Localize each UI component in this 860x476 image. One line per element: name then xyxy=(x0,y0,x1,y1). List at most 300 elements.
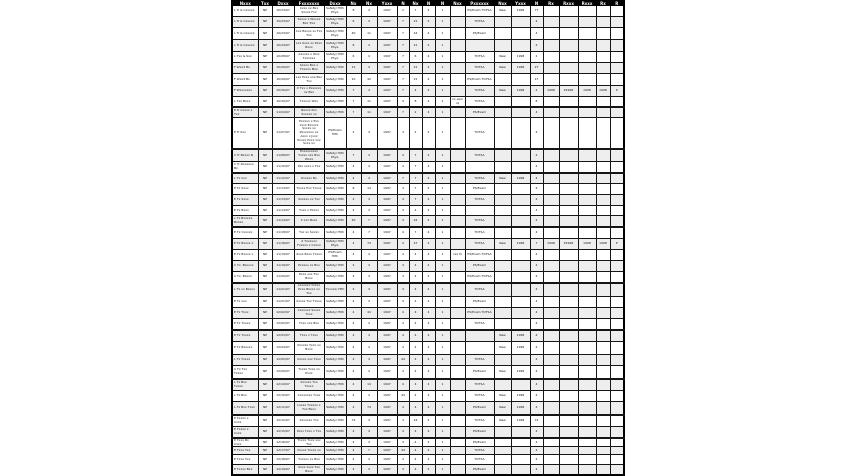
cell-text xyxy=(560,331,578,341)
scanned-data-table xyxy=(231,0,625,476)
table-cell-result-2 xyxy=(559,261,578,272)
table-cell-note xyxy=(450,118,465,150)
cell-text: 4 xyxy=(427,418,430,423)
cell-text: 4 xyxy=(402,382,404,387)
table-cell-dept xyxy=(324,427,346,439)
table-cell-num-7 xyxy=(530,272,543,284)
table-cell-result-3 xyxy=(578,118,596,150)
cell-text: E Tx Bxxx xyxy=(234,207,249,212)
table-cell-num-6 xyxy=(435,52,450,63)
cell-text: 11 xyxy=(367,30,371,35)
table-cell-result-5 xyxy=(610,297,624,308)
cell-text: 8 xyxy=(352,42,355,47)
cell-text: 4 xyxy=(427,466,430,471)
table-cell-program xyxy=(465,415,494,427)
cell-text: 4 xyxy=(414,299,417,304)
cell-text: 4 xyxy=(402,218,404,223)
cell-text xyxy=(451,439,465,446)
column-header-label: Nx xyxy=(366,1,372,6)
column-header-label: Nx xyxy=(412,1,419,6)
table-cell-type xyxy=(258,86,272,97)
cell-text: NP xyxy=(262,98,268,103)
table-cell-new-flag xyxy=(494,415,511,427)
table-cell-num-7 xyxy=(530,250,543,261)
cell-text xyxy=(611,195,624,205)
table-cell-num-6 xyxy=(435,465,450,476)
cell-text: 1997 xyxy=(383,333,391,338)
cell-text xyxy=(451,455,465,464)
table-cell-result-5 xyxy=(610,216,624,228)
cell-text: E Txxx Bx Cxxx xyxy=(234,438,249,446)
cell-text: NP xyxy=(262,207,268,212)
table-cell-program xyxy=(465,455,494,465)
cell-text xyxy=(544,272,559,282)
cell-text: 4 xyxy=(352,447,355,452)
table-cell-num-3 xyxy=(397,173,409,184)
table-cell-dept xyxy=(324,173,346,184)
cell-text: 7 xyxy=(402,54,404,59)
table-cell-num-7 xyxy=(530,283,543,297)
cell-text: 44 xyxy=(401,447,405,452)
table-cell-note xyxy=(450,195,465,206)
cell-text: NP xyxy=(262,54,268,59)
table-cell-note xyxy=(450,447,465,455)
table-cell-new-flag xyxy=(494,162,511,174)
table-cell-num-7 xyxy=(530,74,543,86)
table-cell-num-4 xyxy=(409,63,422,74)
table-cell-dept xyxy=(324,297,346,308)
table-cell-num-5 xyxy=(422,379,435,391)
table-cell-result-4 xyxy=(596,216,610,228)
table-cell-result-3 xyxy=(578,438,596,447)
table-cell-num-4 xyxy=(409,195,422,206)
table-cell-num-1 xyxy=(346,308,361,319)
cell-text: 1 xyxy=(441,197,444,202)
table-cell-note xyxy=(450,402,465,416)
table-cell-facility xyxy=(294,162,324,174)
cell-text xyxy=(544,366,559,378)
table-cell-year-1 xyxy=(377,455,397,465)
table-cell-num-7 xyxy=(530,63,543,74)
cell-text xyxy=(495,261,511,271)
cell-text: 4 xyxy=(402,466,404,471)
cell-text: 1997 xyxy=(383,186,391,191)
table-cell-dept xyxy=(324,162,346,174)
cell-text xyxy=(579,97,596,106)
cell-text xyxy=(579,297,596,307)
table-cell-num-3 xyxy=(397,74,409,86)
table-cell-dept xyxy=(324,184,346,195)
cell-text: E Tx Txxxx xyxy=(234,333,251,338)
table-cell-result-5 xyxy=(610,465,624,476)
table-cell-name xyxy=(232,366,258,380)
table-cell-result-5 xyxy=(610,97,624,108)
cell-text: 4 xyxy=(368,152,370,157)
table-cell-result-4 xyxy=(596,465,610,476)
cell-text xyxy=(579,150,596,161)
cell-text: 4 xyxy=(402,369,404,374)
table-cell-note xyxy=(450,173,465,184)
cell-text xyxy=(544,28,559,39)
table-cell-year-1 xyxy=(377,63,397,74)
table-cell-num-5 xyxy=(422,455,435,465)
table-cell-num-1 xyxy=(346,40,361,52)
cell-text: Txxxx Txxx xx Pxxx xyxy=(298,367,320,375)
cell-text: 4 xyxy=(402,287,404,292)
table-cell-program xyxy=(465,195,494,206)
table-cell-new-flag xyxy=(494,465,511,476)
cell-text xyxy=(451,206,465,215)
cell-text xyxy=(560,261,578,271)
cell-text: TOTSA xyxy=(474,130,485,135)
cell-text xyxy=(579,118,596,148)
cell-text: 12/10/97 xyxy=(276,382,290,387)
table-cell-num-5 xyxy=(422,391,435,402)
cell-text: 1997 xyxy=(383,287,391,292)
cell-text: Sxxxx Bxx x Fxxxxx Mxx xyxy=(299,63,319,71)
table-cell-result-3 xyxy=(578,330,596,342)
table-cell-result-1 xyxy=(543,162,559,174)
cell-text: 4 xyxy=(352,287,355,292)
cell-text: E Tx Sxxx xyxy=(234,197,249,202)
cell-text xyxy=(451,28,465,39)
cell-text xyxy=(597,355,610,365)
cell-text xyxy=(466,342,494,354)
cell-text: 8 xyxy=(535,98,538,103)
table-cell-facility xyxy=(294,149,324,162)
cell-text: 4 xyxy=(427,152,430,157)
cell-text xyxy=(597,108,610,117)
table-cell-num-4 xyxy=(409,74,422,86)
table-cell-num-4 xyxy=(409,86,422,97)
cell-text: NP xyxy=(262,357,268,362)
table-cell-num-1 xyxy=(346,149,361,162)
cell-text xyxy=(579,40,596,51)
table-cell-num-6 xyxy=(435,391,450,402)
cell-text xyxy=(544,465,559,474)
table-cell-year-2 xyxy=(511,97,530,108)
cell-text xyxy=(512,206,530,215)
cell-text: 1998 xyxy=(516,88,525,93)
table-cell-new-flag xyxy=(494,74,511,86)
cell-text: 4 xyxy=(414,466,417,471)
cell-text xyxy=(544,206,559,215)
cell-text: Safety/ Hlth xyxy=(326,175,344,180)
table-cell-date xyxy=(272,206,294,216)
table-cell-dept xyxy=(324,330,346,342)
cell-text xyxy=(495,150,511,161)
cell-text: 4 xyxy=(427,207,430,212)
table-cell-num-4 xyxy=(409,283,422,297)
table-row xyxy=(232,74,624,86)
table-cell-num-6 xyxy=(435,86,450,97)
table-cell-program xyxy=(465,342,494,355)
cell-text: 1998 xyxy=(599,88,607,93)
cell-text xyxy=(579,74,596,85)
cell-text xyxy=(611,150,624,161)
cell-text: TOTSA xyxy=(474,152,485,157)
table-cell-num-4 xyxy=(409,319,422,331)
table-cell-result-3 xyxy=(578,455,596,465)
cell-text: 11/13/97 xyxy=(276,186,290,191)
table-cell-name xyxy=(232,63,258,74)
table-cell-num-7 xyxy=(530,184,543,195)
cell-text: TOTSA xyxy=(474,230,485,235)
table-cell-program xyxy=(465,261,494,272)
table-cell-result-4 xyxy=(596,206,610,216)
table-cell-num-7 xyxy=(530,402,543,416)
cell-text: 4 xyxy=(368,197,370,202)
table-cell-year-2 xyxy=(511,272,530,284)
cell-text: Safety/ Hlth xyxy=(326,466,344,471)
table-cell-dept xyxy=(324,402,346,416)
table-cell-year-1 xyxy=(377,227,397,239)
table-cell-num-3 xyxy=(397,297,409,308)
cell-text: 8 xyxy=(352,186,355,191)
cell-text: 4 xyxy=(402,252,404,257)
cell-text: 4 xyxy=(535,369,538,374)
cell-text xyxy=(512,284,530,296)
cell-text: 4 xyxy=(352,310,355,315)
table-cell-num-5 xyxy=(422,319,435,331)
table-cell-name xyxy=(232,52,258,63)
table-cell-result-3 xyxy=(578,379,596,391)
cell-text: 4 xyxy=(414,274,417,279)
table-cell-result-3 xyxy=(578,86,596,97)
cell-text xyxy=(512,17,530,27)
cell-text xyxy=(451,402,465,414)
table-cell-facility xyxy=(294,184,324,195)
table-cell-result-4 xyxy=(596,162,610,174)
cell-text xyxy=(512,319,530,329)
table-cell-facility xyxy=(294,6,324,17)
table-cell-dept xyxy=(324,28,346,40)
cell-text: 4 xyxy=(414,393,417,398)
table-cell-type xyxy=(258,149,272,162)
cell-text xyxy=(579,308,596,318)
cell-text: P xyxy=(615,88,618,93)
table-cell-program xyxy=(465,63,494,74)
table-cell-dept xyxy=(324,355,346,366)
cell-text xyxy=(597,427,610,437)
table-cell-note xyxy=(450,379,465,391)
table-cell-result-4 xyxy=(596,195,610,206)
table-cell-date xyxy=(272,379,294,391)
table-cell-year-1 xyxy=(377,391,397,402)
cell-text: 1998 xyxy=(516,8,525,13)
table-cell-year-1 xyxy=(377,216,397,228)
table-cell-facility xyxy=(294,195,324,206)
cell-text: 12/19/97 xyxy=(276,466,290,471)
cell-text xyxy=(597,391,610,401)
cell-text xyxy=(560,184,578,194)
column-header-label: Rxxx xyxy=(581,1,593,6)
cell-text xyxy=(597,118,610,148)
cell-text: L Tr & Cxxxxx xyxy=(234,42,255,47)
cell-text: 11/07/97 xyxy=(276,130,290,135)
cell-text: 12/03/97 xyxy=(276,333,290,338)
cell-text: 12/09/97 xyxy=(276,369,290,374)
table-row xyxy=(232,206,624,216)
table-cell-result-2 xyxy=(559,447,578,455)
cell-text xyxy=(512,308,530,318)
table-cell-dept xyxy=(324,342,346,355)
cell-text xyxy=(544,150,559,161)
table-cell-num-3 xyxy=(397,283,409,297)
table-cell-result-1 xyxy=(543,438,559,447)
cell-text xyxy=(544,74,559,85)
table-cell-num-6 xyxy=(435,6,450,17)
table-cell-result-2 xyxy=(559,239,578,250)
cell-text: Txxx x Pxxxx xyxy=(299,207,319,212)
cell-text: New xyxy=(499,333,506,338)
cell-text: Txxxxx xx Bxx xyxy=(298,456,320,461)
table-cell-new-flag xyxy=(494,118,511,150)
table-cell-num-5 xyxy=(422,195,435,206)
table-cell-program xyxy=(465,52,494,63)
table-cell-year-1 xyxy=(377,283,397,297)
cell-text: 4 xyxy=(427,333,430,338)
table-cell-new-flag xyxy=(494,227,511,239)
cell-text xyxy=(560,52,578,62)
cell-text: Safety/ Hlth xyxy=(326,333,344,338)
cell-text xyxy=(597,261,610,271)
table-cell-year-1 xyxy=(377,52,397,63)
table-cell-result-4 xyxy=(596,308,610,319)
table-cell-num-6 xyxy=(435,297,450,308)
cell-text: 4 xyxy=(427,19,430,24)
cell-text xyxy=(512,97,530,106)
cell-text: Safety/ Hlth xyxy=(326,405,344,410)
table-cell-num-4 xyxy=(409,297,422,308)
cell-text: NP xyxy=(262,369,268,374)
cell-text: 1 xyxy=(441,321,444,326)
cell-text: 4 xyxy=(368,393,370,398)
table-cell-year-1 xyxy=(377,195,397,206)
table-cell-year-1 xyxy=(377,438,397,447)
cell-text xyxy=(611,184,624,194)
table-cell-result-4 xyxy=(596,227,610,239)
cell-text: Txx xx Sxxxx xyxy=(299,230,319,235)
column-header-label: Dxxx xyxy=(277,1,289,6)
table-cell-result-1 xyxy=(543,427,559,439)
cell-text xyxy=(579,195,596,205)
table-cell-result-5 xyxy=(610,438,624,447)
table-cell-result-2 xyxy=(559,250,578,261)
table-cell-year-2 xyxy=(511,52,530,63)
cell-text: 1997 xyxy=(383,76,391,81)
table-cell-name xyxy=(232,272,258,284)
cell-text: NP xyxy=(262,8,268,13)
cell-text xyxy=(611,52,624,62)
table-cell-program xyxy=(465,173,494,184)
cell-text: 4 xyxy=(402,405,404,410)
table-cell-date xyxy=(272,173,294,184)
cell-text: 1997 xyxy=(383,299,391,304)
cell-text: 12/12/97 xyxy=(276,418,290,423)
table-row xyxy=(232,216,624,228)
table-cell-num-5 xyxy=(422,6,435,17)
table-cell-new-flag xyxy=(494,184,511,195)
table-cell-year-1 xyxy=(377,74,397,86)
table-cell-result-1 xyxy=(543,415,559,427)
table-cell-num-4 xyxy=(409,28,422,40)
table-cell-date xyxy=(272,216,294,228)
cell-text: TOTSA xyxy=(474,19,485,24)
cell-text xyxy=(597,331,610,341)
cell-text: 4 xyxy=(535,252,538,257)
table-cell-date xyxy=(272,40,294,52)
cell-text xyxy=(451,331,465,341)
cell-text: New xyxy=(499,54,506,59)
cell-text: NP xyxy=(262,299,268,304)
cell-text: TOTSA xyxy=(474,287,485,292)
table-row xyxy=(232,319,624,331)
cell-text: 27 xyxy=(534,65,539,70)
cell-text: 12/02/97 xyxy=(276,310,290,315)
table-cell-year-2 xyxy=(511,297,530,308)
table-cell-num-2 xyxy=(361,6,377,17)
cell-text xyxy=(560,150,578,161)
table-cell-name xyxy=(232,173,258,184)
table-cell-num-5 xyxy=(422,206,435,216)
table-cell-new-flag xyxy=(494,17,511,28)
cell-text: 74 xyxy=(534,418,539,423)
cell-text xyxy=(451,284,465,296)
table-cell-result-2 xyxy=(559,455,578,465)
table-cell-num-3 xyxy=(397,63,409,74)
table-cell-name xyxy=(232,206,258,216)
table-cell-result-5 xyxy=(610,250,624,261)
table-cell-num-4 xyxy=(409,366,422,380)
table-cell-type xyxy=(258,330,272,342)
table-cell-year-2 xyxy=(511,40,530,52)
cell-text: 1 xyxy=(441,447,444,452)
cell-text xyxy=(597,52,610,62)
table-cell-result-2 xyxy=(559,366,578,380)
cell-text: E Tx Sxxx xyxy=(234,186,249,191)
table-cell-note xyxy=(450,86,465,97)
cell-text: New xyxy=(499,175,506,180)
cell-text: Pxxxxx x Pxx xxxx Exxxxx Sxxxx xx Pxxxxxxx xx Axxx x Jxxx Pxxxx Pxxx xxx Sxxx xx xyxy=(297,118,321,146)
cell-text xyxy=(451,391,465,401)
cell-text xyxy=(544,455,559,464)
table-cell-result-4 xyxy=(596,86,610,97)
table-row xyxy=(232,465,624,476)
table-cell-result-4 xyxy=(596,342,610,355)
table-row xyxy=(232,415,624,427)
table-cell-year-1 xyxy=(377,184,397,195)
cell-text: Safety/ Hlth xyxy=(326,310,344,315)
table-cell-year-2 xyxy=(511,366,530,380)
cell-text: 1 xyxy=(441,357,444,362)
table-cell-num-4 xyxy=(409,118,422,150)
table-cell-year-1 xyxy=(377,6,397,17)
table-cell-num-7 xyxy=(530,391,543,402)
table-cell-type xyxy=(258,184,272,195)
table-cell-year-2 xyxy=(511,239,530,250)
table-cell-num-4 xyxy=(409,342,422,355)
table-cell-num-5 xyxy=(422,447,435,455)
cell-text xyxy=(512,162,530,172)
cell-text xyxy=(544,355,559,365)
table-cell-date xyxy=(272,118,294,150)
table-cell-num-5 xyxy=(422,216,435,228)
cell-text: 4 xyxy=(352,299,355,304)
table-cell-year-1 xyxy=(377,250,397,261)
table-cell-date xyxy=(272,330,294,342)
cell-text xyxy=(560,162,578,172)
